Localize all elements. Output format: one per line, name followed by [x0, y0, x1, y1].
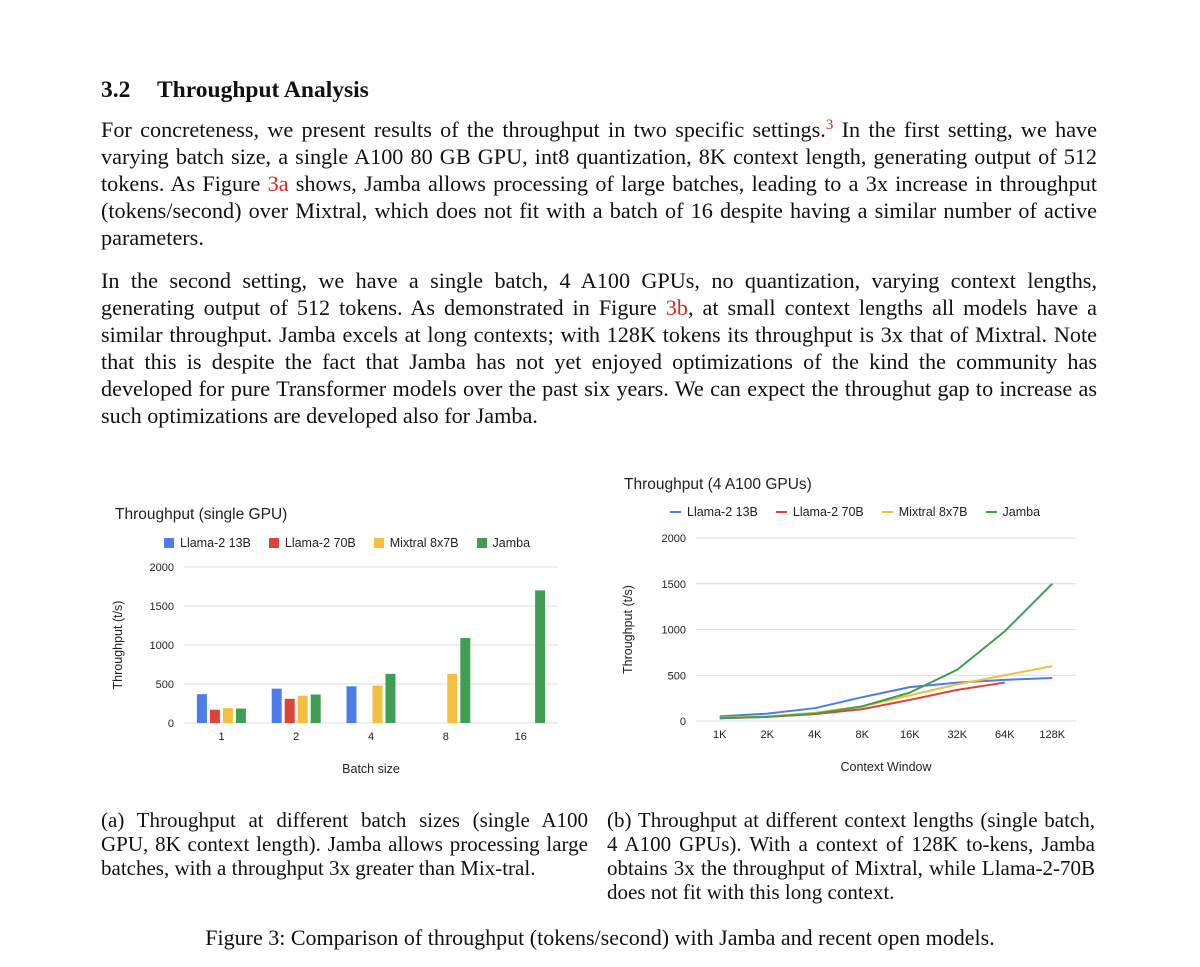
bar: [236, 709, 246, 723]
y-axis-label: Throughput (t/s): [621, 585, 635, 674]
figure-caption: Figure 3: Comparison of throughput (tokens/second) with Jamba and recent open models.: [205, 925, 995, 950]
x-axis-label: Context Window: [840, 760, 932, 774]
x-tick-label: 4K: [808, 729, 822, 741]
paragraph-1-text-a: For concreteness, we present results of the throughput in two specific settings.: [101, 117, 826, 142]
section-heading: [101, 76, 1097, 104]
line-chart-4-gpus: [610, 466, 1100, 786]
footnote-link[interactable]: 3: [825, 117, 834, 133]
paragraph-1-text-b: In the first setting, we have varying batch size, a single A100 80 GB GPU, int8 quantization, 8K context length, generating output of 512 tokens. As Figure: [101, 117, 1098, 196]
bar: [285, 699, 295, 723]
bar: [298, 696, 308, 723]
legend-label: Jamba: [492, 536, 531, 550]
legend-label: Llama-2 70B: [284, 536, 356, 550]
section-title: Throughput Analysis: [157, 77, 369, 103]
legend-label: Jamba: [1002, 505, 1041, 519]
bar: [197, 694, 207, 723]
x-tick-label: 64K: [994, 729, 1015, 741]
bar: [535, 590, 545, 723]
legend-label: Llama-2 70B: [792, 505, 864, 519]
y-tick-label: 2000: [149, 562, 174, 574]
bar: [347, 686, 357, 723]
chart-title: Throughput (4 A100 GPUs): [624, 476, 812, 493]
paragraph-2: [101, 267, 1097, 429]
y-tick-label: 500: [155, 679, 174, 691]
bar: [386, 674, 396, 723]
y-tick-label: 1500: [149, 601, 174, 613]
figure-3b-link[interactable]: 3b: [665, 295, 688, 320]
x-tick-label: 2: [293, 731, 300, 743]
x-tick-label: 8: [442, 731, 449, 743]
bar: [272, 689, 282, 723]
x-tick-label: 1K: [713, 729, 727, 741]
figure-3a-link[interactable]: 3a: [267, 171, 289, 196]
bar: [210, 710, 220, 723]
x-tick-label: 1: [218, 731, 225, 743]
section-number: 3.2: [101, 77, 131, 103]
subfigure-caption-a: (a) Throughput at different batch sizes (single A100 GPU, 8K context length). Jamba allows processing large batches, with a throughput 3x greater than Mix-tral.: [101, 808, 588, 880]
line-chart-plot: [610, 466, 1100, 786]
x-tick-label: 4: [367, 731, 375, 743]
bar: [447, 674, 457, 723]
chart-title: Throughput (single GPU): [115, 506, 288, 523]
bar: [223, 708, 233, 723]
y-tick-label: 2000: [661, 533, 686, 545]
y-tick-label: 1000: [661, 624, 686, 637]
x-tick-label: 8K: [855, 729, 869, 741]
x-tick-label: 16K: [899, 729, 920, 741]
y-tick-label: 1500: [661, 578, 686, 591]
bar-chart-plot: [100, 490, 580, 790]
x-tick-label: 2K: [760, 729, 774, 741]
legend-label: Llama-2 13B: [687, 505, 758, 519]
bar: [373, 686, 383, 723]
bar: [460, 638, 470, 723]
series-line: [720, 683, 1005, 719]
x-tick-label: 16: [514, 731, 527, 743]
y-tick-label: 0: [167, 718, 174, 730]
paragraph-1-text-c: shows, Jamba allows processing of large batches, leading to a 3x increase in throughput (tokens/second) over Mixtral, which does not fit with a batch of 16 despite having a similar number of active parameters.: [101, 171, 1097, 250]
y-tick-label: 500: [667, 670, 686, 683]
bar: [311, 695, 321, 723]
series-line: [720, 584, 1053, 719]
paragraph-2-text-c: , at small context lengths all models have a similar throughput. Jamba excels at long contexts; with 128K tokens its throughput is 3x that of Mixtral. Note that this is despite the fact that Jamba has not yet enjoyed optimizations of the kind the community has developed for pure Transformer models over the past six years. We can expect the throughut gap to increase as such optimizations are developed also for Jamba.: [101, 295, 1098, 428]
legend-label: Llama-2 13B: [180, 536, 251, 550]
y-axis-label: Throughput (t/s): [111, 600, 125, 690]
legend-label: Mixtral 8x7B: [389, 536, 459, 550]
legend-label: Mixtral 8x7B: [898, 505, 968, 519]
paragraph-2-text-a: In the second setting, we have a single batch, 4 A100 GPUs, no quantization, varying context lengths, generating output of 512 tokens. As demonstrated in Figure: [101, 268, 1097, 320]
paragraph-1: [101, 116, 1097, 251]
bar-chart-single-gpu: [100, 490, 580, 790]
x-tick-label: 32K: [947, 729, 968, 741]
y-tick-label: 1000: [149, 640, 174, 652]
x-axis-label: Batch size: [342, 762, 400, 776]
section-throughput-analysis: [101, 76, 1097, 445]
y-tick-label: 0: [679, 716, 686, 728]
x-tick-label: 128K: [1039, 729, 1066, 741]
subfigure-caption-b: (b) Throughput at different context lengths (single batch, 4 A100 GPUs). With a context of 128K to-kens, Jamba obtains 3x the throughput of Mixtral, while Llama-2-70B does not fit with this long context.: [607, 808, 1095, 904]
